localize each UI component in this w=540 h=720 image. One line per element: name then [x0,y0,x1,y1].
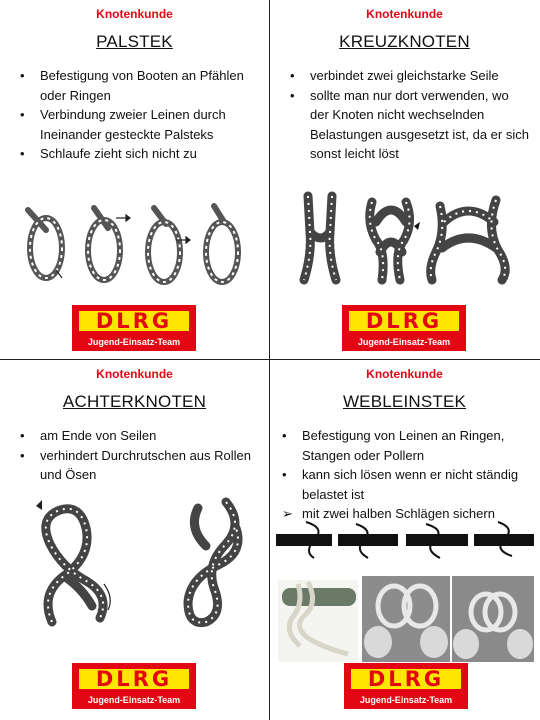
bullet-marker: • [282,467,287,482]
logo-word: DLRG [367,667,445,691]
bullet-item [20,426,261,446]
card-kreuzknoten [270,0,539,359]
bullet-text: am Ende von Seilen [40,428,157,443]
kreuzknoten-illustration [296,192,516,284]
bullet-item [282,465,531,504]
bullet-text: Befestigung von Booten an Pfählen oder Ringen [40,68,244,103]
logo-subtitle: Jugend-Einsatz-Team [87,695,181,705]
card-kicker: Knotenkunde [366,367,443,381]
bullet-marker: • [282,428,287,443]
bullet-marker: • [20,107,25,122]
card-palstek [0,0,269,359]
achterknoten-illustration [30,498,260,628]
dlrg-logo [72,305,196,351]
logo-word: DLRG [95,309,173,333]
bullet-marker: • [20,146,25,161]
bullet-list [20,426,261,485]
loop-photo-1 [362,576,450,662]
card-title: WEBLEINSTEK [342,392,467,411]
card-kicker: Knotenkunde [96,7,173,21]
dlrg-logo [342,305,466,351]
card-kicker: Knotenkunde [366,7,443,21]
bullet-text: verbindet zwei gleichstarke Seile [310,68,499,83]
bullet-item [282,426,531,465]
webleinstek-illustration [276,518,536,562]
bullet-text: verhindert Durchrutschen aus Rollen und Ösen [40,447,251,482]
bullet-text: Befestigung von Leinen an Ringen, Stangen oder Pollern [302,428,505,463]
bullet-list [290,66,531,164]
dlrg-logo [344,663,468,709]
card-achterknoten [0,360,269,719]
palstek-illustration [16,200,256,290]
bullet-item [20,105,261,144]
card-title: ACHTERKNOTEN [62,392,207,411]
logo-subtitle: Jugend-Einsatz-Team [357,337,451,347]
logo-word: DLRG [95,667,173,691]
bullet-text: sollte man nur dort verwenden, wo der Knoten nicht wechselnden Belastungen ausgesetzt ist, da er sich sonst leicht löst [310,87,529,161]
bullet-marker: • [20,447,25,463]
bullet-marker: • [20,428,25,443]
logo-word: DLRG [365,309,443,333]
pole-knot-photo [278,580,358,662]
card-title: PALSTEK [96,32,173,51]
logo-subtitle: Jugend-Einsatz-Team [359,695,453,705]
loop-photo-2 [452,576,534,662]
bullet-text: Verbindung zweier Leinen durch Ineinander gesteckte Palsteks [40,107,226,142]
bullet-item [290,86,531,164]
bullet-item [20,66,261,105]
bullet-marker: ➢ [282,506,293,521]
bullet-text: kann sich lösen wenn er nicht ständig belastet ist [302,467,519,502]
card-kicker: Knotenkunde [96,367,173,381]
card-webleinstek [270,360,539,719]
bullet-list [20,66,261,164]
dlrg-logo [72,663,196,709]
bullet-item [20,144,261,164]
card-title: KREUZKNOTEN [339,32,470,51]
logo-subtitle: Jugend-Einsatz-Team [87,337,181,347]
bullet-item [290,66,531,86]
bullet-text: mit zwei halben Schlägen sichern [302,506,495,521]
bullet-text: Schlaufe zieht sich nicht zu [40,146,197,161]
bullet-marker: • [290,87,295,103]
bullet-marker: • [20,68,25,83]
bullet-marker: • [290,68,295,83]
bullet-item [20,446,261,485]
bullet-list [282,426,531,524]
